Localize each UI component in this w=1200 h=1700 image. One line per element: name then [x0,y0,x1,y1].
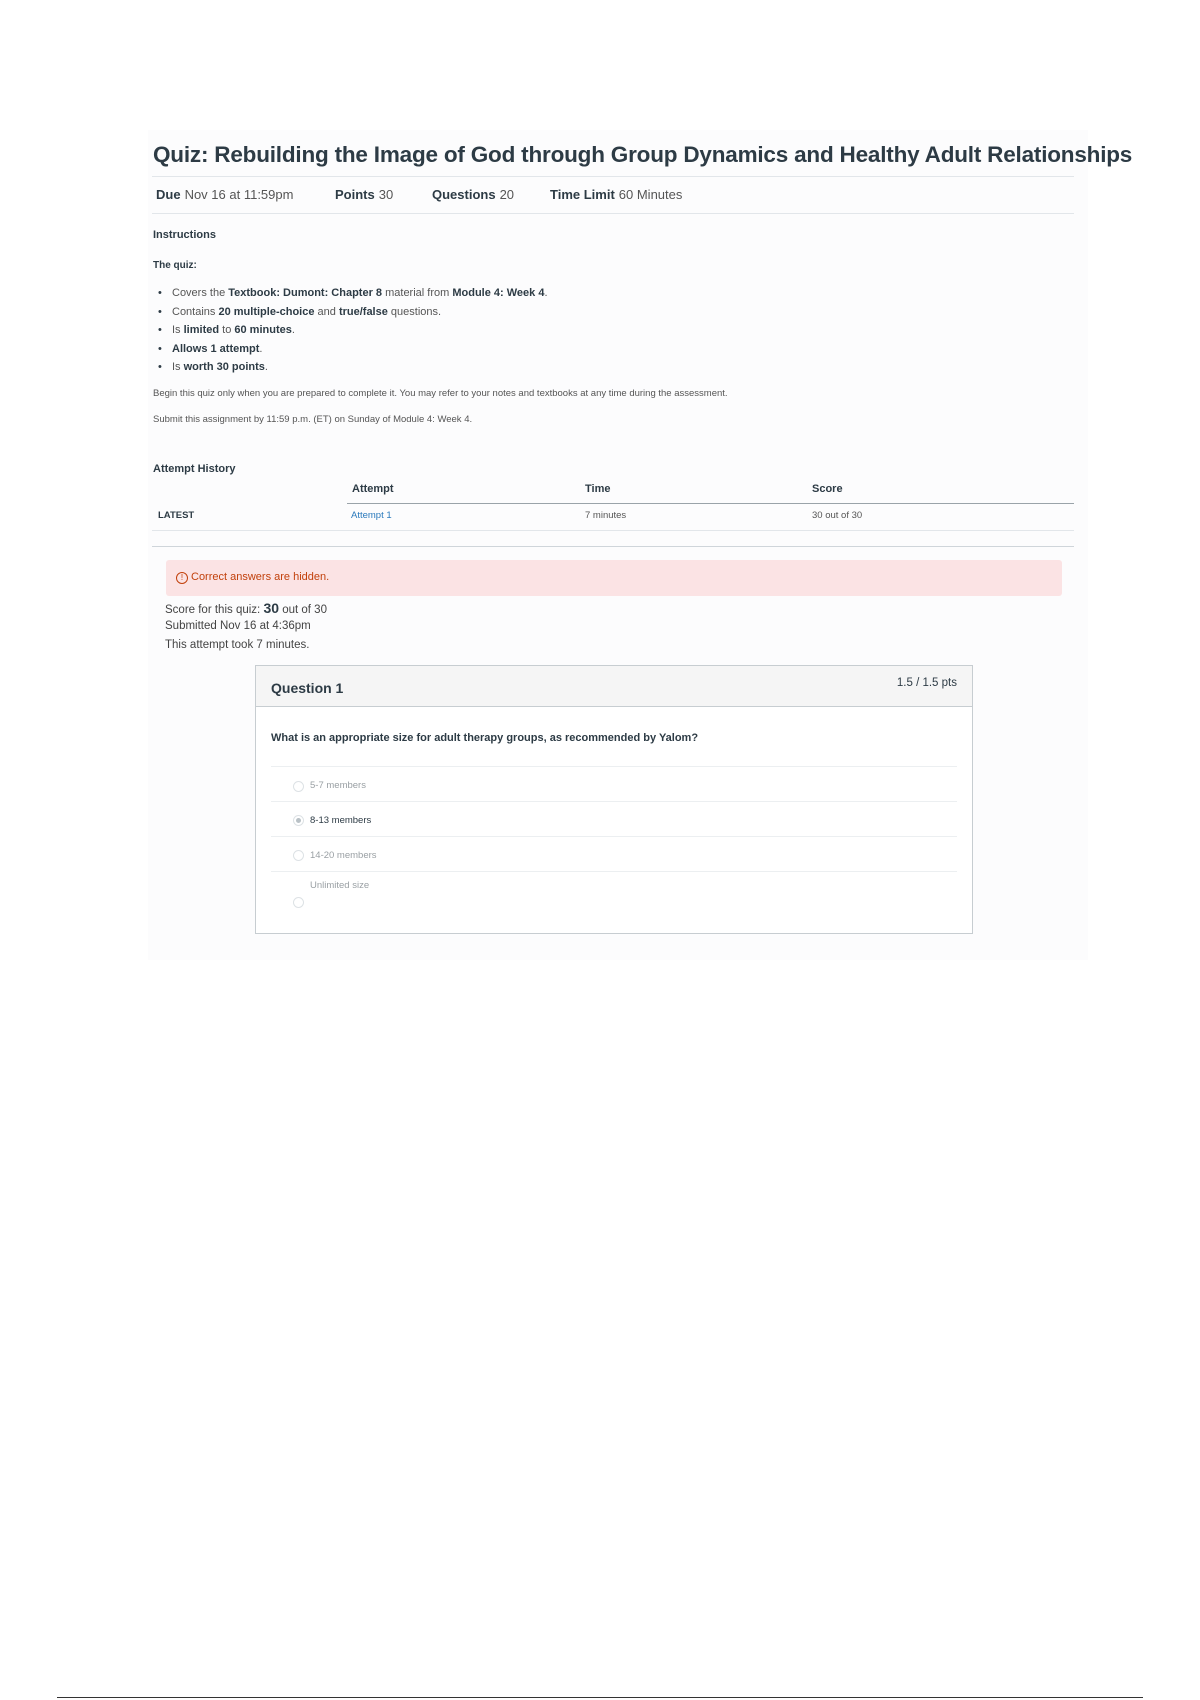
answer-option[interactable] [271,766,957,802]
list-item: • Contains 20 multiple-choice and true/false questions. [158,303,548,322]
quiz-meta-row [152,176,1074,214]
alert-message: Correct answers are hidden. [191,571,330,583]
list-item: • Is limited to 60 minutes. [158,321,548,340]
alert-circle-icon: ! [176,572,188,584]
answer-label: 14-20 members [310,850,377,861]
list-item: • Allows 1 attempt. [158,340,548,359]
attempt-history-heading: Attempt History [153,463,236,475]
attempt-score: 30 out of 30 [812,510,863,521]
submission-paragraph: Submit this assignment by 11:59 p.m. (ET) on Sunday of Module 4: Week 4. [153,414,473,425]
question-header [256,666,972,707]
time-limit-info: Time Limit 60 Minutes [550,187,683,202]
column-header-time: Time [585,483,611,495]
page-footer-rule [57,1697,1143,1698]
answer-label: Unlimited size [310,880,370,891]
instructions-paragraph: Begin this quiz only when you are prepared to complete it. You may refer to your notes and textbooks at any time during the assessment. [153,388,728,399]
attempt-duration: This attempt took 7 minutes. [165,639,310,651]
hidden-answers-alert [166,560,1062,596]
answer-option[interactable] [271,801,957,837]
answer-option[interactable] [271,871,957,922]
list-item: • Covers the Textbook: Dumont: Chapter 8 material from Module 4: Week 4. [158,284,548,303]
column-header-attempt: Attempt [352,483,394,495]
instructions-list [158,284,548,377]
radio-button-selected[interactable] [293,815,304,826]
question-points: 1.5 / 1.5 pts [896,677,957,689]
column-header-score: Score [812,483,843,495]
submitted-time: Submitted Nov 16 at 4:36pm [165,620,311,632]
answer-label: 5-7 members [310,780,366,791]
list-item: • Is worth 30 points. [158,358,548,377]
latest-label: LATEST [158,510,195,521]
section-divider [152,546,1074,547]
points-info: Points 30 [335,187,394,202]
page-title: Quiz: Rebuilding the Image of God through Group Dynamics and Healthy Adult Relationships [153,142,1133,167]
attempt-link[interactable]: Attempt 1 [351,510,392,521]
table-header-rule [347,503,1074,504]
the-quiz-label: The quiz: [153,260,197,271]
instructions-heading: Instructions [153,229,216,241]
attempt-time: 7 minutes [585,510,627,521]
question-text: What is an appropriate size for adult therapy groups, as recommended by Yalom? [271,732,699,744]
quiz-score: Score for this quiz: 30 out of 30 [165,600,327,616]
due-info: Due Nov 16 at 11:59pm [156,187,294,202]
radio-button[interactable] [293,897,304,908]
table-bottom-rule [152,530,1074,531]
answer-label: 8-13 members [310,815,372,826]
question-title: Question 1 [271,680,344,696]
radio-button[interactable] [293,850,304,861]
questions-info: Questions 20 [432,187,515,202]
answer-option[interactable] [271,836,957,872]
question-card [255,665,973,934]
radio-button[interactable] [293,781,304,792]
